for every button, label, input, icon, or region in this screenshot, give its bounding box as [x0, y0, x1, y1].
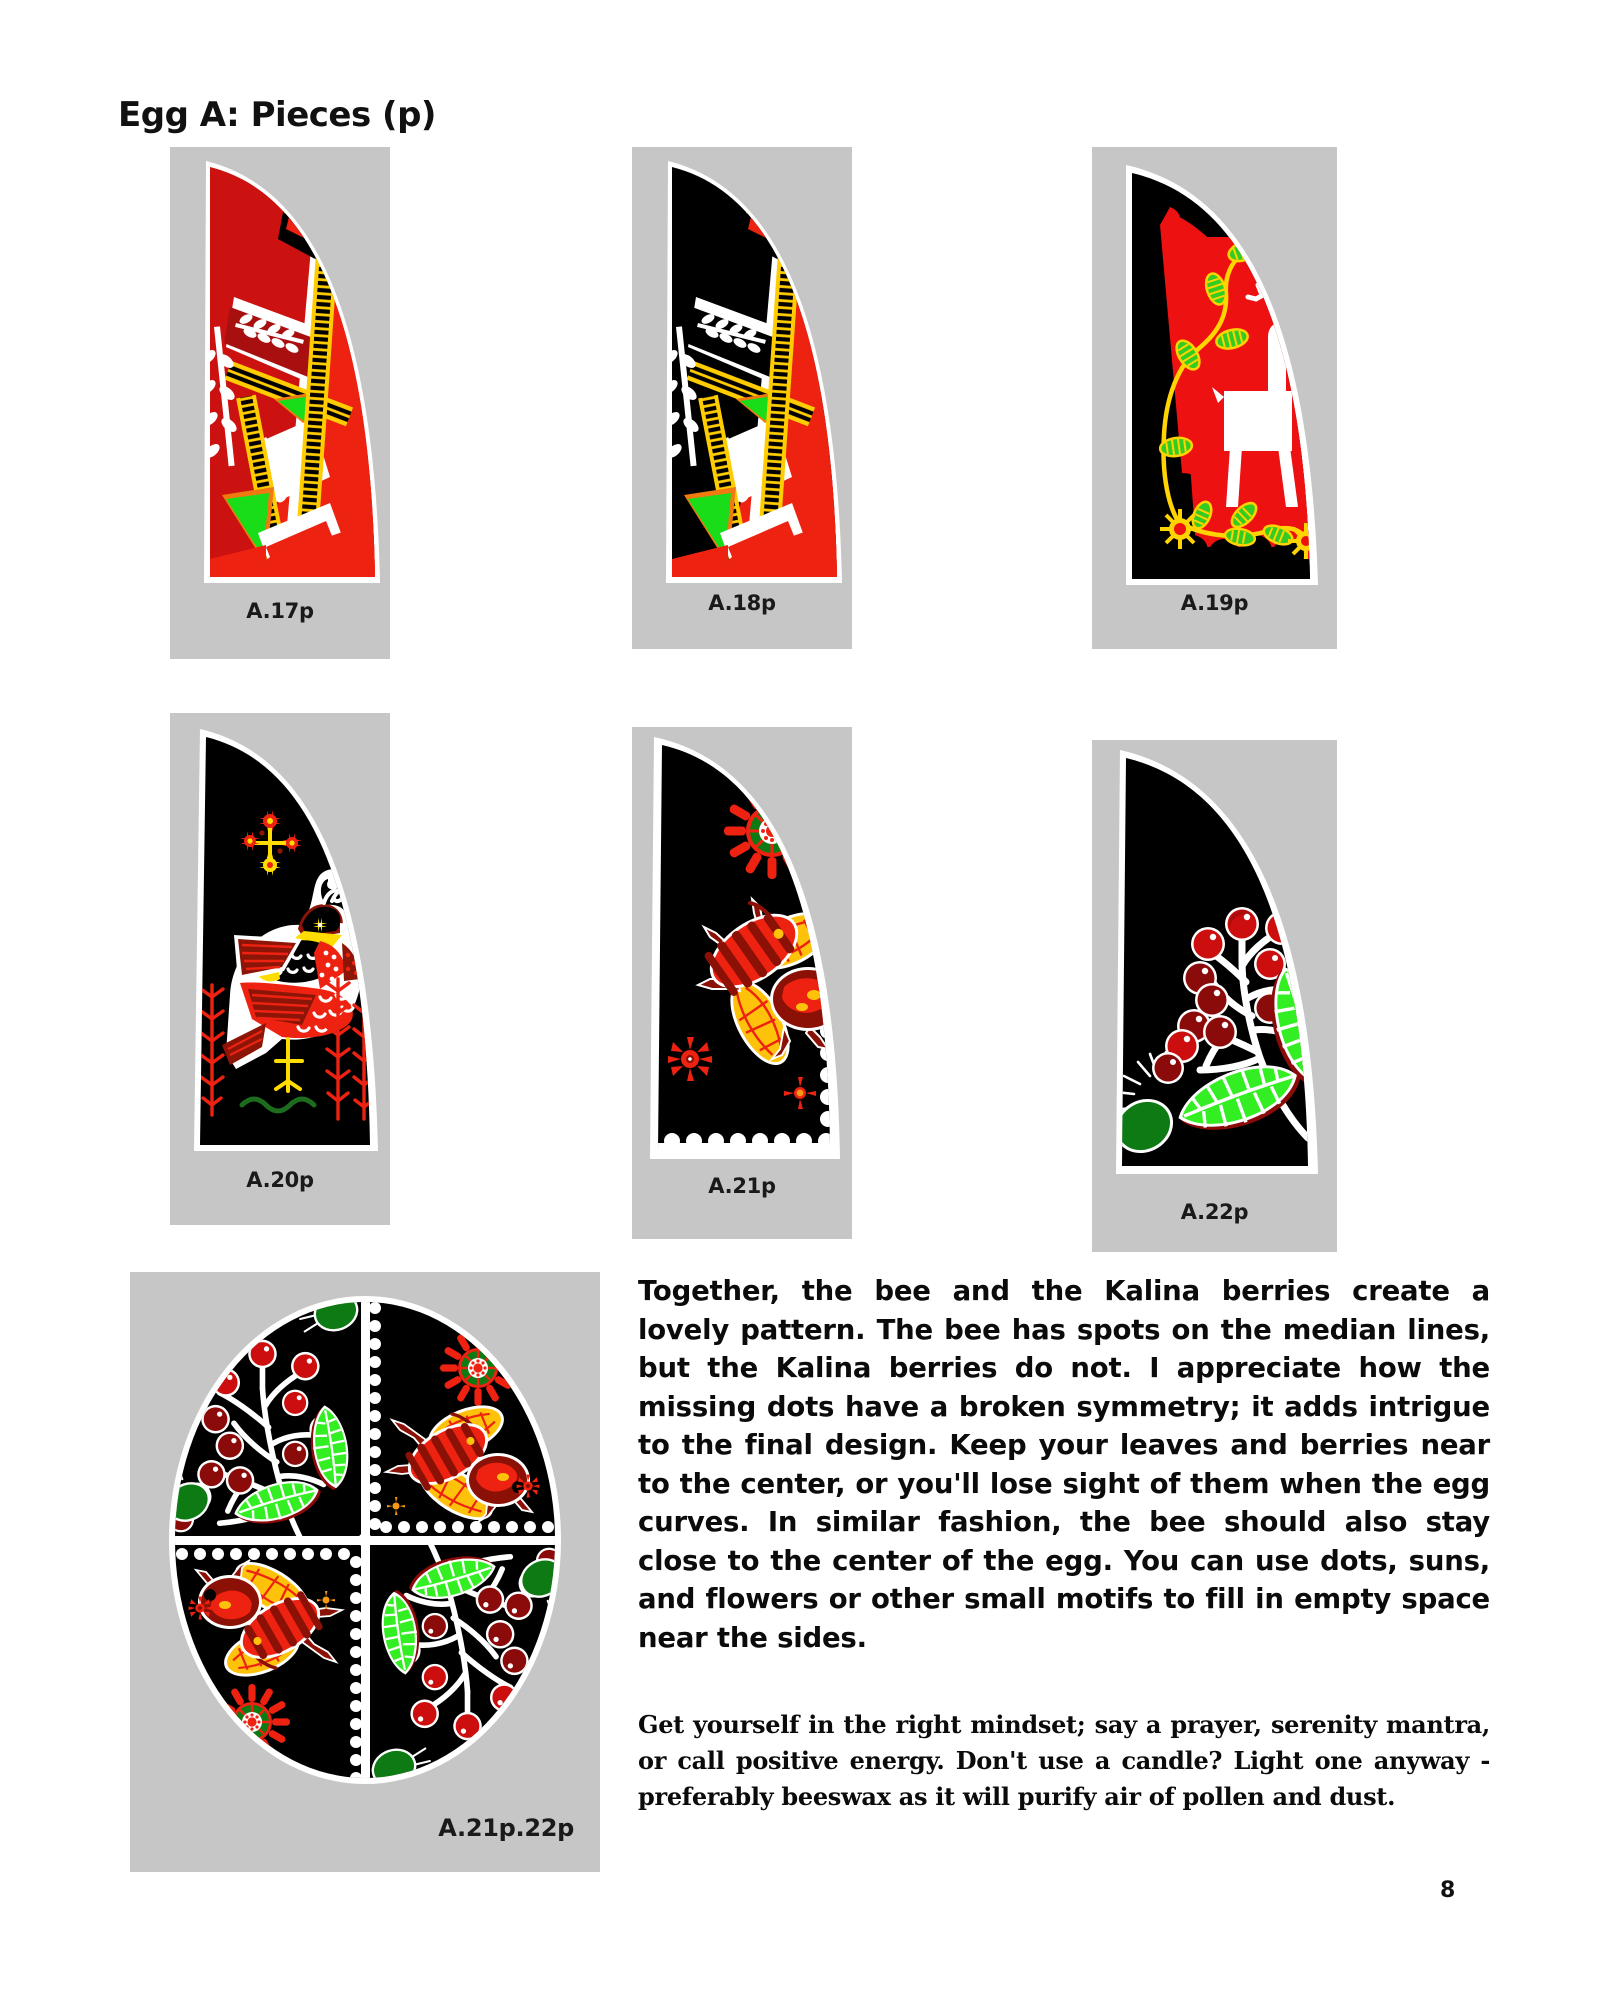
figure-panel-a18p	[632, 147, 852, 649]
sun-motif	[312, 745, 364, 797]
green-bud-motif	[1264, 752, 1337, 824]
figure-caption-a21p: A.21p	[708, 1174, 776, 1198]
paragraph-secondary: Get yourself in the right mindset; say a prayer, serenity mantra, or call positive energy. Don't use a candle? Light one anyway - preferably beeswax as it will purify air of pollen and dust.	[638, 1710, 1490, 1811]
figure-caption-a20p: A.20p	[246, 1168, 314, 1192]
figure-caption-a21p22p: A.21p.22p	[438, 1814, 574, 1842]
figure-art-a21p22p	[130, 1272, 600, 1832]
figure-panel-a17p	[170, 147, 390, 659]
figure-art-a22p	[1092, 740, 1337, 1180]
figure-art-a18p	[632, 147, 852, 587]
figure-panel-a20p	[170, 713, 390, 1225]
figure-caption-a22p: A.22p	[1180, 1200, 1249, 1224]
figure-panel-a21p22p	[130, 1272, 600, 1872]
page-number: 8	[1440, 1878, 1456, 1903]
figure-art-a20p	[170, 713, 390, 1153]
figure-caption-a18p: A.18p	[708, 591, 776, 615]
figure-art-a21p	[632, 727, 852, 1167]
deer-eye	[1296, 323, 1303, 330]
figure-caption-a17p: A.17p	[246, 599, 314, 623]
paragraph-main: Together, the bee and the Kalina berries create a lovely pattern. The bee has spots on the median lines, but the Kalina berries do not. I appreciate how the missing dots have a broken symmetry; it adds intrigue to the final design. Keep your leaves and berries near to the center, or you'll lose sight of them when the egg curves. In similar fashion, the bee should also stay close to the center of the egg. You can use dots, suns, and flowers or other small motifs to fill in empty space near the sides.	[638, 1275, 1490, 1654]
figure-caption-a19p: A.19p	[1180, 591, 1249, 615]
figure-panel-a19p	[1092, 147, 1337, 649]
figure-panel-a21p	[632, 727, 852, 1239]
figure-art-a17p	[170, 147, 390, 587]
small-flower-motif	[668, 1037, 712, 1081]
figure-panel-a22p	[1092, 740, 1337, 1252]
page-title: Egg A: Pieces (p)	[118, 95, 436, 135]
figure-art-a19p	[1092, 147, 1337, 587]
